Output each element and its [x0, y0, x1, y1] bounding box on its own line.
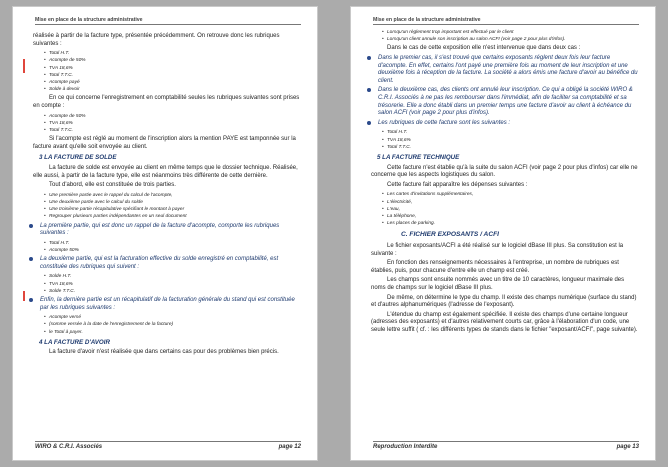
rubric-list	[33, 273, 301, 295]
paragraph: En ce qui concerne l'enregistrement en comptabilité seules les rubriques suivantes sont prises en compte :	[33, 95, 300, 109]
paragraph: En fonction des renseignements nécessaires à l'entreprise, un nombre de rubriques est établies, puis, pour chacune d'entre elle un champ est créé.	[371, 260, 619, 274]
list-item: • Total T.T.C.	[387, 144, 639, 151]
bullet-icon	[29, 257, 33, 261]
list-item: • Une troisième partie récapitulative spécifiant le montant à payer	[49, 206, 301, 213]
footer-left: Reproduction Interdite	[373, 444, 438, 450]
list-item: • Une deuxième partie avec le calcul du solde	[49, 199, 301, 206]
paragraph: Si l'acompte est réglé au moment de l'inscription alors la mention PAYE est tamponnée sur la facture avant qu'elle soit envoyée au client.	[33, 136, 296, 150]
bullet-icon	[367, 56, 371, 60]
paragraph: Dans le cas de cette exposition elle n'est intervenue que dans deux cas :	[387, 45, 581, 52]
paragraph: Cette facture n'est établie qu'à la suite du salon ACFI (voir page 2 pour plus d'infos) car elle ne concerne que les aspects logistiques du salon.	[371, 164, 638, 179]
list-item: • Solde H.T.	[49, 273, 301, 280]
parts-list	[33, 192, 301, 221]
list-item: • Une première partie avec le rappel du calcul de l'acompte,	[49, 192, 301, 199]
case-list	[371, 29, 639, 43]
page-header: Mise en place de la structure administrative	[35, 17, 301, 25]
bullet-paragraph: Enfin, la dernière partie est un récapitulatif de la facturation générale du stand qui est constituée par les rubriques suivantes :	[33, 297, 301, 312]
list-item: • TVA 18,6%	[387, 137, 639, 144]
list-item: • Total T.T.C.	[49, 72, 301, 79]
bullet-icon	[367, 121, 371, 125]
bullet-paragraph: Dans le premier cas, il s'est trouvé que certains exposants réglent deux fois leur facture d'acompte. En effet, certains l'ont payé une première fois au moment de leur inscription et une deuxième fois à réception de la facture. La société a alors émis une facture d'avoir au bénéfice du client.	[371, 55, 639, 85]
rubric-list	[33, 314, 301, 336]
rubric-list	[33, 113, 301, 135]
page-header: Mise en place de la structure administrative	[373, 17, 639, 25]
paragraph: L'étendue du champ est également spécifiée. Il existe des champs d'une certaine longueur (adresses des exposants) et d'autres relativement courts car, grâce à l'élaboration d'un code, une seule lettre suffit ( cf. : les différents types de stands dans le fichier "exposant/ACFI", page suivante).	[371, 311, 638, 333]
bullet-paragraph: Les rubriques de cette facture sont les suivantes :	[371, 120, 639, 128]
rubric-list	[33, 50, 301, 93]
paragraph: Cette facture fait apparaître les dépenses suivantes :	[387, 181, 528, 188]
document-page-12	[12, 6, 318, 461]
list-item: • Acompte versé	[49, 314, 301, 321]
list-item: • Solde à devoir	[49, 86, 301, 93]
chapter-heading: C. FICHIER EXPOSANTS / ACFI	[401, 231, 499, 239]
page-number: page 13	[616, 444, 639, 450]
page-body	[33, 33, 301, 359]
rubric-list	[33, 240, 301, 254]
list-item: • Acompte de 50%	[49, 57, 301, 64]
section-heading: 5 LA FACTURE TECHNIQUE	[377, 153, 460, 161]
document-page-13	[350, 6, 656, 461]
rubric-list	[371, 129, 639, 151]
change-marker	[23, 59, 25, 73]
list-item: • Total H.T.	[49, 50, 301, 57]
paragraph: Le fichier exposants/ACFI a été réalisé sur le logiciel dBase III plus. Sa constitution est la suivante :	[371, 242, 624, 257]
bullet-icon	[29, 298, 33, 302]
paragraph: Les champs sont ensuite nommés avec un titre de 10 caractères, longueur maximale des noms de champs sur le logiciel dBase III plus.	[371, 277, 625, 291]
page-footer	[373, 441, 639, 450]
page-footer	[35, 441, 301, 450]
list-item: • le Total à payer.	[49, 329, 301, 336]
section-heading: 4 LA FACTURE D'AVOIR	[39, 338, 110, 346]
paragraph: De même, on détermine le type du champ. Il existe des champs numérique (surface du stand) et d'autres alphanumériques (l'adresse de l'exposant).	[371, 294, 637, 309]
bullet-icon	[367, 88, 371, 92]
list-item: • Total H.T.	[49, 240, 301, 247]
list-item: • Acompte 50%	[49, 247, 301, 254]
footer-left: WIRO & C.R.I. Associés	[35, 444, 103, 450]
paragraph: réalisée à partir de la facture type, présentée précédemment. On retrouve donc les rubriques suivantes :	[33, 33, 280, 47]
list-item: • L'eau,	[387, 206, 639, 213]
list-item: • La téléphone,	[387, 213, 639, 220]
bullet-paragraph: La deuxième partie, qui est la facturation effective du solde enregistré en comptabilité, est constituée des rubriques qui suivent :	[33, 256, 301, 271]
list-item: • (somme versée à la date de l'enregistrement de la facture)	[49, 321, 301, 328]
change-marker	[23, 291, 25, 301]
page-body	[371, 29, 639, 336]
list-item: • Total T.T.C.	[49, 127, 301, 134]
bullet-paragraph: Dans le deuxième cas, des clients ont annulé leur inscription. Ce qui a obligé la société WIRO & C.R.I. Associés à ne pas les rembourser dans l'immédiat, afin de faciliter sa comptabilité et sa trésorerie. Elle a donc établi dans un premier temps une facture d'avoir au client à échéance du salon ACFI (voir page 2 pour plus d'infos).	[371, 87, 639, 117]
list-item: • TVA 18,6%	[49, 120, 301, 127]
list-item: • Lorsqu'un règlement trop important est effectué par le client	[387, 29, 639, 36]
list-item: • TVA 18,6%	[49, 65, 301, 72]
bullet-icon	[29, 224, 33, 228]
list-item: • TVA 18,6%	[49, 281, 301, 288]
list-item: • Les cartes d'invitations supplémentaires,	[387, 191, 639, 198]
paragraph: La facture d'avoir n'est réalisée que dans certains cas pour des problèmes bien précis.	[49, 349, 279, 356]
list-item: • L'électricité,	[387, 199, 639, 206]
list-item: • Acompte de 50%	[49, 113, 301, 120]
section-heading: 3 LA FACTURE DE SOLDE	[39, 154, 117, 162]
list-item: • Les places de parking.	[387, 220, 639, 227]
list-item: • Regrouper plusieurs parties indépendantes en un seul document	[49, 213, 301, 220]
list-item: • Solde T.T.C.	[49, 288, 301, 295]
paragraph: La facture de solde est envoyée au client en même temps que le dossier technique. Réalisée, elle aussi, à partir de la facture type, elle est néanmoins très différente de cette dernière.	[33, 164, 298, 179]
expense-list	[371, 191, 639, 227]
bullet-paragraph: La première partie, qui est donc un rappel de la facture d'acompte, comporte les rubriques suivantes :	[33, 223, 301, 238]
list-item: • Total H.T.	[387, 129, 639, 136]
list-item: • Acompte payé	[49, 79, 301, 86]
paragraph: Tout d'abord, elle est constituée de trois parties.	[49, 182, 176, 189]
page-number: page 12	[278, 444, 301, 450]
list-item: • Lorsqu'un client annule son inscription au salon ACFI (voir page 2 pour plus d'infos).	[387, 36, 639, 43]
